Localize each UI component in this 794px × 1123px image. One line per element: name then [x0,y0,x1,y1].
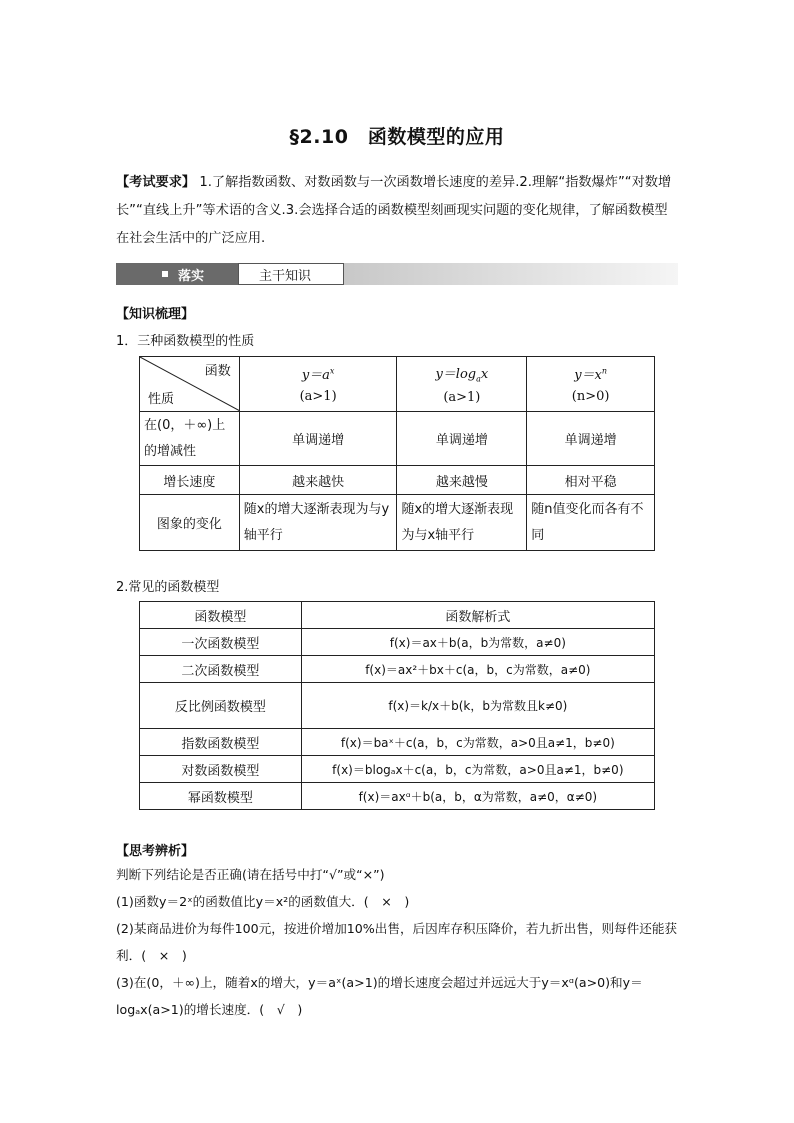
log-formula-sub: a [476,374,481,384]
table-row [140,656,655,683]
table-row [140,495,655,551]
col-head-power [527,357,655,412]
knowledge-heading: 【知识梳理】 [116,307,195,322]
model-name: 二次函数模型 [140,656,302,683]
function-models-table [139,601,655,810]
section2-title: 2.常见的函数模型 [116,580,220,595]
pow-condition: (n>0) [571,389,610,404]
model-name: 反比例函数模型 [140,683,302,729]
exp-formula-sup: x [329,366,335,376]
table-row [140,466,655,495]
table-cell: 随x的增大逐渐表现为与y轴平行 [239,495,397,551]
model-formula: f(x)＝axᵅ＋b(a，b，α为常数，a≠0，α≠0) [301,783,654,810]
model-formula: f(x)＝baˣ＋c(a，b，c为常数，a>0且a≠1，b≠0) [301,729,654,756]
log-formula-post: x [480,367,489,383]
corner-bottom-label: 性质 [148,392,175,407]
page-title: §2.10 函数模型的应用 [289,126,505,148]
corner-top-label: 函数 [204,364,231,379]
models-head-name: 函数模型 [140,602,302,629]
col-head-logarithmic [397,357,527,412]
table-cell: 相对平稳 [527,466,655,495]
table-cell: 随x的增大逐渐表现为与x轴平行 [397,495,527,551]
reflection-intro: 判断下列结论是否正确(请在括号中打“√”或“×”) [116,867,385,882]
model-name: 幂函数模型 [140,783,302,810]
pow-formula-sup: n [601,366,608,376]
row-label: 图象的变化 [140,495,240,551]
table-corner-cell [140,357,240,412]
table-cell: 单调递增 [527,412,655,466]
exp-condition: (a>1) [299,389,337,404]
banner-left-block [116,263,238,285]
banner-right-block [238,263,344,285]
model-formula: f(x)＝ax²＋bx＋c(a，b，c为常数，a≠0) [301,656,654,683]
model-formula: f(x)＝k/x＋b(k，b为常数且k≠0) [301,683,654,729]
col-head-exponential [239,357,397,412]
reflection-item-2: (2)某商品进价为每件100元，按进价增加10%出售，后因库存积压降价，若九折出售，则每件还能获利．( × ) [116,921,678,963]
banner-left-label: 落实 [178,269,205,284]
log-formula-pre: y＝log [435,367,477,383]
table-row [140,629,655,656]
models-head-formula: 函数解析式 [301,602,654,629]
table-cell: 越来越慢 [397,466,527,495]
pow-formula-base: y＝x [574,368,602,383]
model-formula: f(x)＝blogₐx＋c(a，b，c为常数，a>0且a≠1，b≠0) [301,756,654,783]
log-condition: (a>1) [443,389,481,405]
table-row [140,783,655,810]
exp-formula-base: y＝a [301,368,330,383]
square-bullet-icon [162,271,168,277]
table-row [140,729,655,756]
table-cell: 单调递增 [239,412,397,466]
table-cell: 单调递增 [397,412,527,466]
reflection-heading: 【思考辨析】 [116,844,195,859]
model-formula: f(x)＝ax＋b(a，b为常数，a≠0) [301,629,654,656]
row-label: 增长速度 [140,466,240,495]
model-name: 一次函数模型 [140,629,302,656]
reflection-item-1: (1)函数y＝2ˣ的函数值比y＝x²的函数值大．( × ) [116,894,410,909]
table-row [140,412,655,466]
function-properties-table [139,356,655,551]
table-cell: 随n值变化而各有不同 [527,495,655,551]
exam-requirements [116,169,680,253]
table-row [140,683,655,729]
table-row [140,756,655,783]
banner-gradient [344,263,678,285]
model-name: 对数函数模型 [140,756,302,783]
requirements-tag: 【考试要求】 [116,175,196,190]
model-name: 指数函数模型 [140,729,302,756]
reflection-item-3: (3)在(0，＋∞)上，随着x的增大，y＝aˣ(a>1)的增长速度会超过并远远大于y＝xᵅ(a>0)和y＝logₐx(a>1)的增长速度．( √ ) [116,975,643,1017]
banner-right-label: 主干知识 [259,269,312,284]
section-banner [116,263,678,285]
row-label: 在(0，＋∞)上的增减性 [140,412,240,466]
section1-title: 1．三种函数模型的性质 [116,334,255,349]
requirements-text: 1.了解指数函数、对数函数与一次函数增长速度的差异.2.理解“指数爆炸”“对数增长”“直线上升”等术语的含义.3.会选择合适的函数模型刻画现实问题的变化规律，了解函数模型在社会生活中的广泛应用. [116,175,672,246]
table-cell: 越来越快 [239,466,397,495]
